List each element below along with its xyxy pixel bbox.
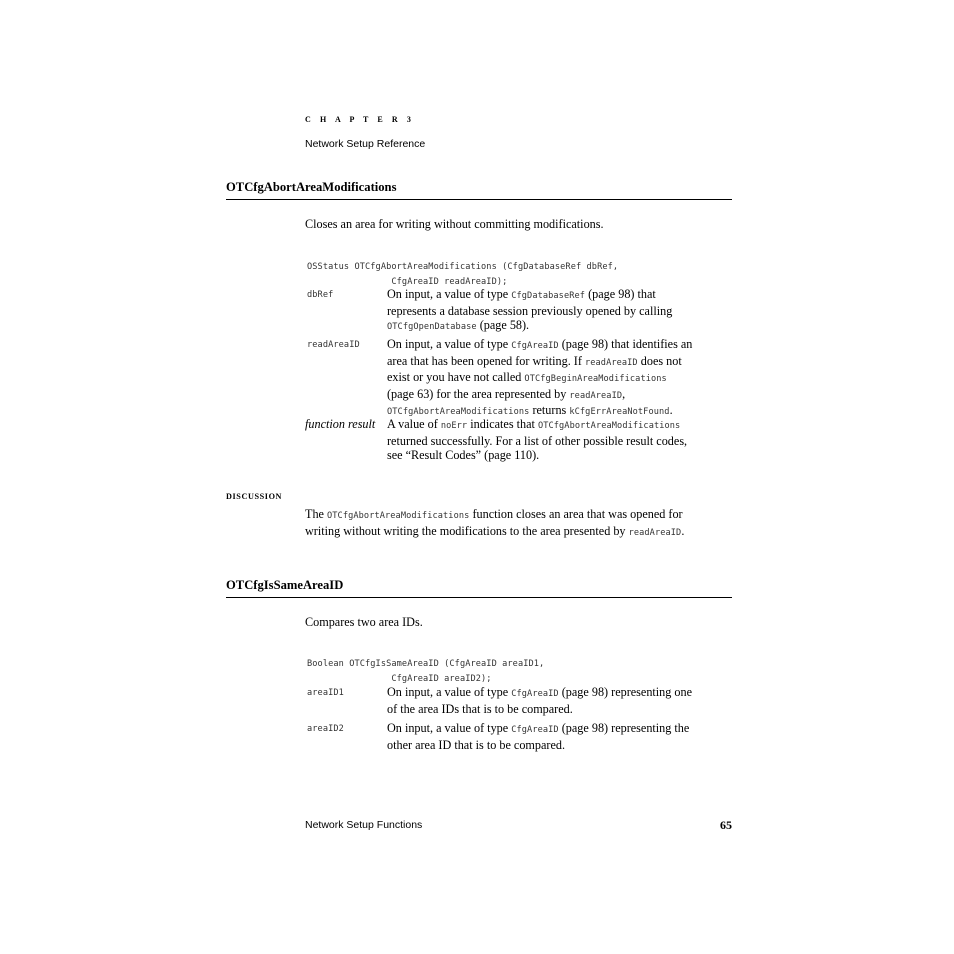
function-ref: OTCfgAbortAreaModifications <box>387 407 530 418</box>
param-name-readareaid: readAreaID <box>307 340 360 350</box>
param-name-areaid1: areaID1 <box>307 688 344 698</box>
section-rule <box>226 199 732 200</box>
desc-line: On input, a value of type CfgAreaID (page 98) representing the <box>387 721 690 735</box>
desc-line: represents a database session previously opened by calling <box>387 303 673 318</box>
desc-line: On input, a value of type CfgAreaID (page 98) that identifies an <box>387 337 693 351</box>
code-declaration <box>307 643 544 686</box>
desc-line: On input, a value of type CfgDatabaseRef (page 98) that <box>387 287 656 301</box>
type-ref: CfgAreaID <box>511 689 559 699</box>
desc-line: A value of noErr indicates that OTCfgAbortAreaModifications <box>387 417 681 431</box>
code-line: CfgAreaID readAreaID); <box>307 276 508 287</box>
param-name-areaid2: areaID2 <box>307 724 344 734</box>
desc-line: see “Result Codes” (page 110). <box>387 448 540 463</box>
desc-line: exist or you have not called OTCfgBeginAreaModifications <box>387 370 667 385</box>
function-ref: OTCfgAbortAreaModifications <box>327 511 470 521</box>
constant-ref: noErr <box>440 421 468 431</box>
type-ref: CfgDatabaseRef <box>511 291 586 301</box>
code-line: OSStatus OTCfgAbortAreaModifications (CfgDatabaseRef dbRef, <box>307 262 619 273</box>
footer-section-title: Network Setup Functions <box>305 819 423 831</box>
desc-line: The OTCfgAbortAreaModifications function closes an area that was opened for <box>305 507 683 521</box>
desc-line: OTCfgOpenDatabase (page 58). <box>387 318 530 333</box>
code-declaration <box>307 246 618 289</box>
constant-ref: kCfgErrAreaNotFound <box>569 407 670 418</box>
section-title-is-same-area-id: OTCfgIsSameAreaID <box>226 578 344 592</box>
desc-line: other area ID that is to be compared. <box>387 737 565 752</box>
chapter-subtitle: Network Setup Reference <box>305 138 426 150</box>
page-number: 65 <box>720 818 732 832</box>
discussion-label: DISCUSSION <box>226 492 283 501</box>
desc-line: area that has been opened for writing. If readAreaID does not <box>387 353 682 368</box>
function-summary: Compares two area IDs. <box>305 615 423 629</box>
chapter-label: C H A P T E R 3 <box>305 115 415 124</box>
function-summary: Closes an area for writing without committing modifications. <box>305 217 604 231</box>
param-desc-readareaid <box>387 337 727 420</box>
desc-line: On input, a value of type CfgAreaID (page 98) representing one <box>387 685 693 699</box>
desc-line: OTCfgAbortAreaModifications returns kCfgErrAreaNotFound. <box>387 403 673 418</box>
code-line: CfgAreaID areaID2); <box>307 673 492 684</box>
param-desc-dbref <box>387 287 727 335</box>
code-line: Boolean OTCfgIsSameAreaID (CfgAreaID areaID1, <box>307 659 545 670</box>
desc-line: returned successfully. For a list of other possible result codes, <box>387 433 688 448</box>
discussion-text <box>305 507 730 540</box>
param-name-dbref: dbRef <box>307 290 334 300</box>
param-desc-areaid1 <box>387 685 727 716</box>
desc-line: of the area IDs that is to be compared. <box>387 701 573 716</box>
function-ref: OTCfgOpenDatabase <box>387 322 477 333</box>
function-ref: OTCfgAbortAreaModifications <box>537 421 681 431</box>
param-name-function-result: function result <box>305 417 376 431</box>
param-ref: readAreaID <box>569 390 623 401</box>
type-ref: CfgAreaID <box>511 725 559 735</box>
desc-line: (page 63) for the area represented by readAreaID, <box>387 386 626 401</box>
section-rule <box>226 597 732 598</box>
param-desc-function-result <box>387 417 727 463</box>
type-ref: CfgAreaID <box>511 341 559 351</box>
param-desc-areaid2 <box>387 721 727 752</box>
desc-line: writing without writing the modifications to the area presented by readAreaID. <box>305 523 685 538</box>
function-ref: OTCfgBeginAreaModifications <box>524 374 667 385</box>
param-ref: readAreaID <box>584 357 638 368</box>
section-title-abort-area-modifications: OTCfgAbortAreaModifications <box>226 180 397 194</box>
param-ref: readAreaID <box>628 527 682 538</box>
